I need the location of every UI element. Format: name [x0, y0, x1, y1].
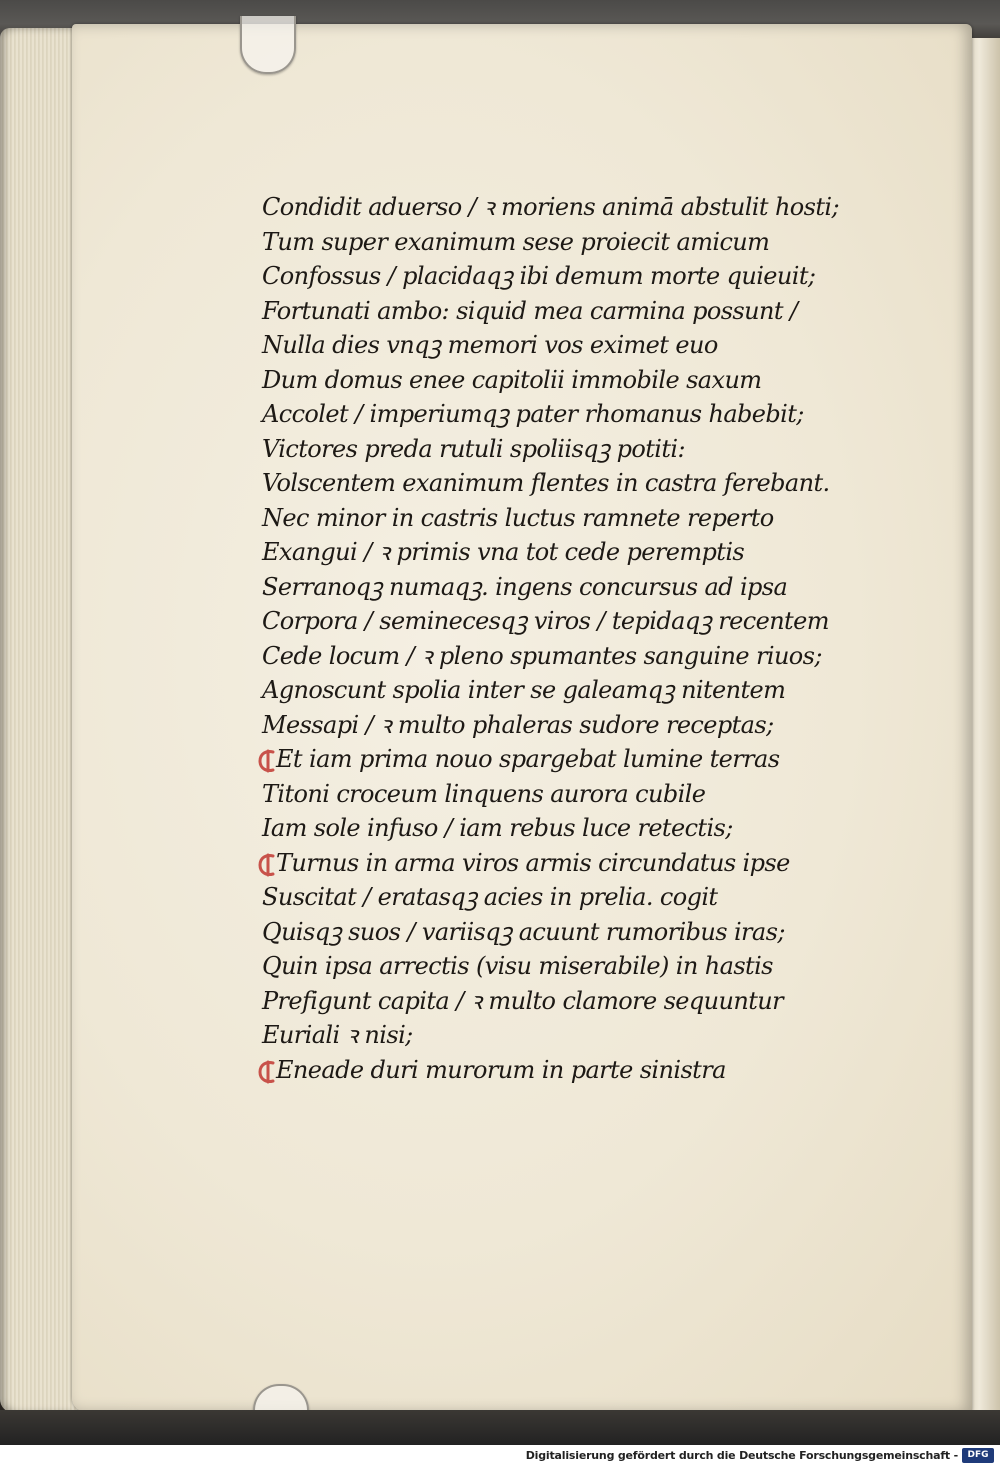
- verse-line-text: Euriali ꝛ nisi;: [262, 1021, 413, 1049]
- verse-line-text: Serranoqꝫ numaqꝫ. ingens concursus ad ipsa: [262, 572, 788, 601]
- verse-line-text: Nec minor in castris luctus ramnete reperto: [262, 503, 774, 532]
- verse-line: [262, 570, 822, 605]
- scanner-bottom-background: [0, 1410, 1000, 1445]
- rubric-paragraph-mark-icon: [256, 1059, 278, 1085]
- verse-line: [262, 535, 822, 570]
- rubric-paragraph-mark-icon: [256, 852, 278, 878]
- verse-line: [262, 846, 822, 881]
- verse-line-text: Suscitat / eratasqꝫ acies in prelia. cogit: [262, 883, 718, 911]
- rubric-paragraph-mark-icon: [256, 748, 278, 774]
- verse-line: [262, 811, 822, 846]
- page-clip-top-icon: [240, 16, 296, 74]
- verse-line-text: Condidit aduerso / ꝛ moriens animā abstulit hosti;: [262, 193, 839, 221]
- verse-line-text: Messapi / ꝛ multo phaleras sudore receptas;: [262, 710, 774, 739]
- verse-line: [262, 949, 822, 984]
- verse-line: [262, 708, 822, 743]
- dfg-logo-icon: DFG: [962, 1448, 994, 1463]
- verse-line-text: Iam sole infuso / iam rebus luce retectis;: [262, 814, 733, 842]
- verse-line-text: Confossus / placidaqꝫ ibi demum morte quieuit;: [262, 262, 816, 290]
- verse-line-text: Turnus in arma viros armis circundatus ipse: [276, 848, 790, 877]
- verse-line-text: Eneade duri murorum in parte sinistra: [276, 1055, 726, 1084]
- verse-line: [262, 397, 822, 432]
- verse-line: [262, 466, 830, 501]
- verse-line: [262, 259, 822, 294]
- verse-line-text: Nulla dies vnqꝫ memori vos eximet euo: [262, 331, 718, 359]
- verse-line-text: Volscentem exanimum flentes in castra ferebant.: [262, 469, 830, 497]
- verse-line: [262, 1053, 822, 1088]
- verse-line: [262, 777, 822, 812]
- verse-line-text: Accolet / imperiumqꝫ pater rhomanus habebit;: [262, 400, 804, 428]
- verse-line: [262, 432, 822, 467]
- verse-line: [262, 639, 822, 674]
- verse-line-text: Prefigunt capita / ꝛ multo clamore sequuntur: [262, 986, 784, 1015]
- verse-line: [262, 225, 822, 260]
- credit-text: Digitalisierung gefördert durch die Deutsche Forschungsgemeinschaft -: [525, 1449, 958, 1462]
- verse-line-text: Fortunati ambo: siquid mea carmina possunt /: [262, 296, 798, 325]
- verse-line-text: Agnoscunt spolia inter se galeamqꝫ nitentem: [262, 676, 786, 704]
- verse-text-block: [262, 190, 839, 1087]
- verse-line-text: Victores preda rutuli spoliisqꝫ potiti:: [262, 434, 685, 463]
- verse-line-text: Exangui / ꝛ primis vna tot cede peremptis: [262, 538, 745, 566]
- verse-line: [262, 363, 822, 398]
- verse-line: [262, 984, 822, 1019]
- verse-line: [262, 604, 829, 639]
- verse-line-text: Et iam prima nouo spargebat lumine terras: [276, 745, 780, 773]
- verse-line: [262, 190, 839, 225]
- verse-line: [262, 673, 822, 708]
- verse-line: [262, 328, 822, 363]
- verse-line: [262, 294, 822, 329]
- verse-line: [262, 501, 822, 536]
- verse-line-text: Quisqꝫ suos / variisqꝫ acuunt rumoribus iras;: [262, 917, 785, 946]
- verse-line: [262, 915, 822, 950]
- verse-line-text: Corpora / seminecesqꝫ viros / tepidaqꝫ recentem: [262, 607, 829, 635]
- verse-line: [262, 1018, 822, 1053]
- verse-line-text: Cede locum / ꝛ pleno spumantes sanguine riuos;: [262, 641, 822, 670]
- verse-line-text: Quin ipsa arrectis (visu miserabile) in hastis: [262, 952, 773, 980]
- verse-line-text: Titoni croceum linquens aurora cubile: [262, 779, 706, 808]
- verse-line: [262, 880, 822, 915]
- verse-line-text: Dum domus enee capitolii immobile saxum: [262, 365, 762, 394]
- credit-bar: [0, 1445, 1000, 1467]
- verse-line: [262, 742, 822, 777]
- verse-line-text: Tum super exanimum sese proiecit amicum: [262, 227, 770, 256]
